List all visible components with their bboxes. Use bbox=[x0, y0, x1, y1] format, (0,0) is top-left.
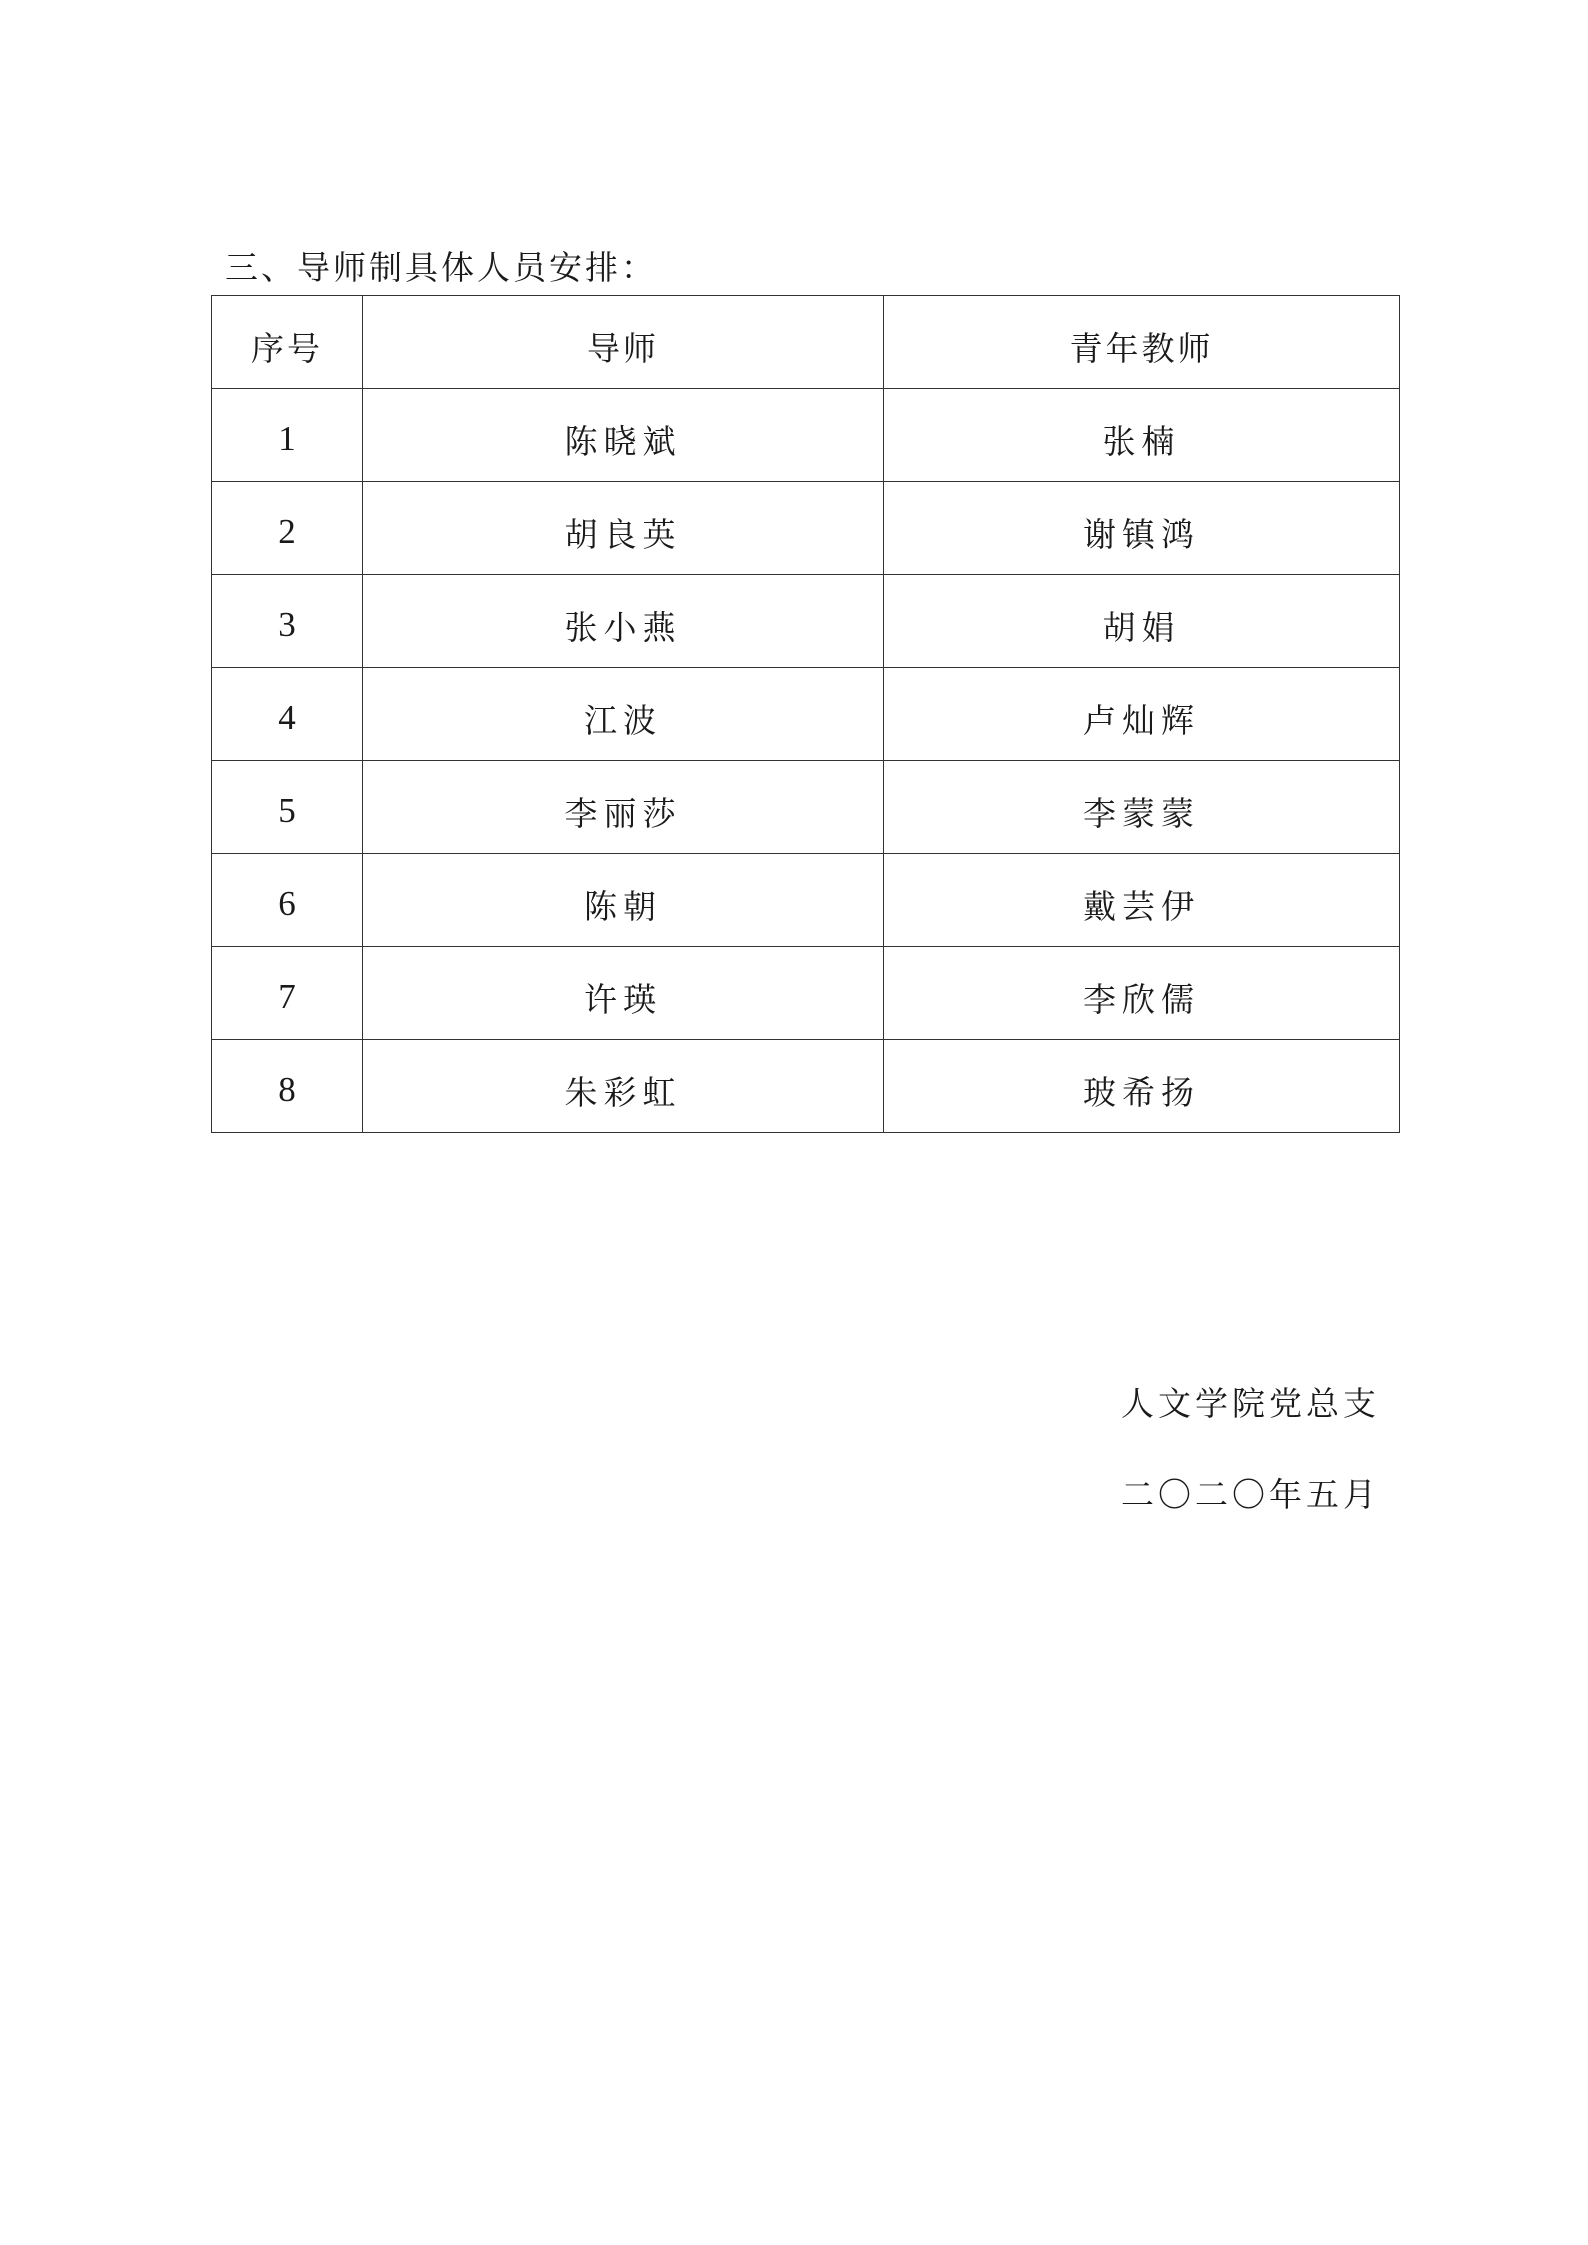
young-teacher-name: 李蒙蒙 bbox=[884, 761, 1400, 854]
mentor-name: 陈朝 bbox=[363, 854, 884, 947]
mentor-assignment-table bbox=[211, 295, 1400, 1133]
young-teacher-name: 卢灿辉 bbox=[884, 668, 1400, 761]
mentor-name: 陈晓斌 bbox=[363, 389, 884, 482]
table-row bbox=[212, 668, 1400, 761]
table-row bbox=[212, 482, 1400, 575]
young-teacher-name: 胡娟 bbox=[884, 575, 1400, 668]
signing-organization: 人文学院党总支 bbox=[1121, 1384, 1380, 1423]
table-header-row bbox=[212, 296, 1400, 389]
mentor-name: 江波 bbox=[363, 668, 884, 761]
table-row bbox=[212, 1040, 1400, 1133]
young-teacher-name: 戴芸伊 bbox=[884, 854, 1400, 947]
young-teacher-name: 谢镇鸿 bbox=[884, 482, 1400, 575]
header-mentor: 导师 bbox=[363, 296, 884, 389]
header-young-teacher: 青年教师 bbox=[884, 296, 1400, 389]
mentor-name: 胡良英 bbox=[363, 482, 884, 575]
section-heading: 三、导师制具体人员安排： bbox=[225, 248, 657, 287]
row-number: 3 bbox=[212, 575, 363, 668]
table-row bbox=[212, 854, 1400, 947]
row-number: 5 bbox=[212, 761, 363, 854]
mentor-name: 朱彩虹 bbox=[363, 1040, 884, 1133]
row-number: 1 bbox=[212, 389, 363, 482]
young-teacher-name: 玻希扬 bbox=[884, 1040, 1400, 1133]
signing-date: 二〇二〇年五月 bbox=[1121, 1475, 1380, 1514]
young-teacher-name: 李欣儒 bbox=[884, 947, 1400, 1040]
row-number: 4 bbox=[212, 668, 363, 761]
row-number: 6 bbox=[212, 854, 363, 947]
table-row bbox=[212, 389, 1400, 482]
table-row bbox=[212, 947, 1400, 1040]
row-number: 2 bbox=[212, 482, 363, 575]
mentor-name: 许瑛 bbox=[363, 947, 884, 1040]
row-number: 8 bbox=[212, 1040, 363, 1133]
row-number: 7 bbox=[212, 947, 363, 1040]
mentor-name: 张小燕 bbox=[363, 575, 884, 668]
young-teacher-name: 张楠 bbox=[884, 389, 1400, 482]
table-row bbox=[212, 761, 1400, 854]
header-serial-number: 序号 bbox=[212, 296, 363, 389]
table-row bbox=[212, 575, 1400, 668]
mentor-name: 李丽莎 bbox=[363, 761, 884, 854]
